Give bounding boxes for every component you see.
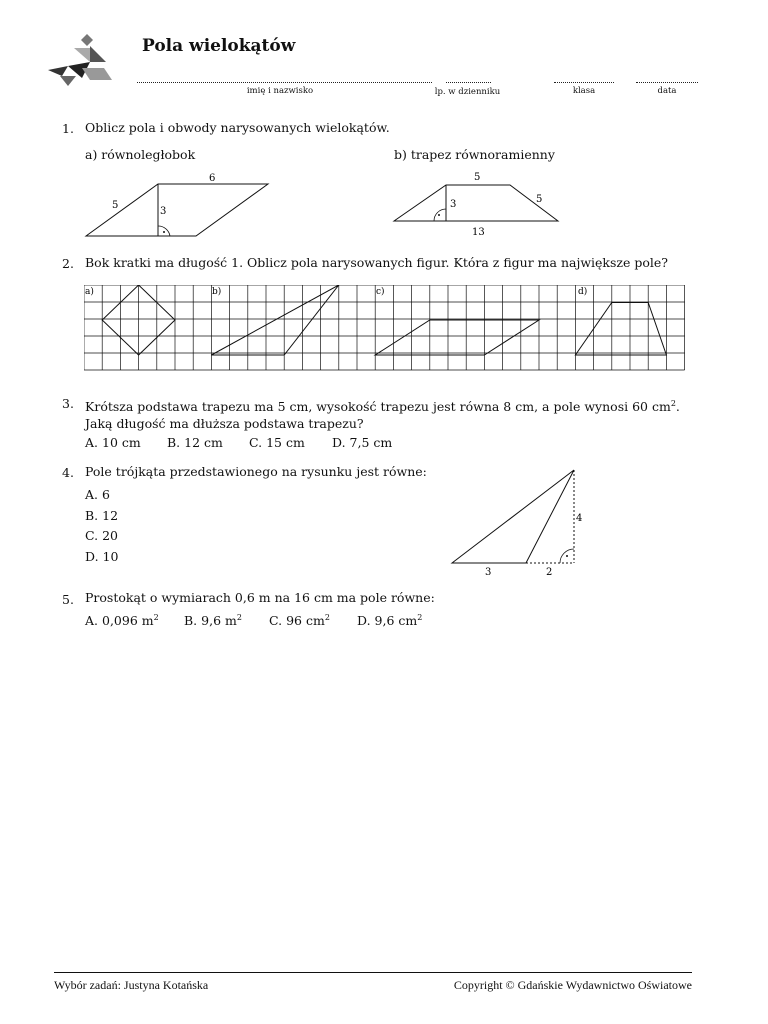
trap-height-label: 3: [450, 199, 457, 210]
option-value: 96 cm: [286, 613, 325, 629]
option-value: 6: [102, 487, 110, 502]
option-value: 0,096 m: [102, 613, 154, 629]
option-letter: B.: [167, 435, 181, 450]
grid-label-b: b): [212, 287, 222, 297]
q5-option-a[interactable]: [85, 613, 159, 628]
triangle-figure: [440, 462, 600, 582]
grid-label-c: c): [376, 287, 385, 297]
option-letter: C.: [249, 435, 263, 450]
q5-option-b[interactable]: [184, 613, 242, 628]
option-value: 12 cm: [184, 435, 223, 450]
option-letter: C.: [269, 613, 283, 629]
trap-top-label: 5: [474, 172, 481, 183]
date-field-line[interactable]: [636, 72, 698, 83]
q4-number: 4.: [62, 465, 74, 480]
page-title: Pola wielokątów: [142, 36, 296, 56]
q3-option-a[interactable]: [85, 435, 141, 450]
option-value: 9,6 m: [201, 613, 237, 629]
triangle-height-label: 4: [576, 513, 583, 524]
option-letter: A.: [85, 613, 99, 629]
option-letter: C.: [85, 528, 99, 543]
q2-number: 2.: [62, 256, 74, 271]
q1-number: 1.: [62, 121, 74, 136]
option-value: 10: [102, 549, 119, 564]
option-letter: A.: [85, 487, 99, 502]
q4-text: Pole trójkąta przedstawionego na rysunku jest równe:: [85, 464, 427, 479]
option-value: 10 cm: [102, 435, 141, 450]
q3-option-d[interactable]: [332, 435, 392, 450]
option-sup: 2: [236, 613, 242, 622]
q3-text-part2: . Jaką długość ma dłuższa podstawa trapezu?: [85, 399, 680, 432]
q1-b-label: b) trapez równoramienny: [394, 147, 555, 162]
q4-option-b[interactable]: [85, 508, 118, 523]
footer-copyright: Copyright © Gdańskie Wydawnictwo Oświatowe: [453, 978, 692, 992]
option-sup: 2: [153, 613, 159, 622]
grid-figures: [84, 285, 690, 371]
q4-option-c[interactable]: [85, 528, 118, 543]
q5-text: Prostokąt o wymiarach 0,6 m na 16 cm ma pole równe:: [85, 590, 435, 605]
option-sup: 2: [324, 613, 330, 622]
para-top-label: 6: [209, 173, 216, 184]
trap-bottom-label: 13: [472, 227, 485, 238]
figure-d-trapezoid: [575, 303, 666, 356]
option-letter: A.: [85, 435, 99, 450]
option-letter: B.: [85, 508, 99, 523]
q4-option-a[interactable]: [85, 487, 110, 502]
name-field-caption: imię i nazwisko: [246, 86, 314, 96]
option-letter: D.: [85, 549, 99, 564]
q2-text: Bok kratki ma długość 1. Oblicz pola narysowanych figur. Która z figur ma największe pole?: [85, 255, 669, 270]
publisher-logo: [46, 32, 114, 88]
grid-label-d: d): [578, 287, 588, 297]
grid-label-a: a): [85, 287, 94, 297]
figure-c-parallelogram: [375, 320, 539, 355]
option-value: 15 cm: [266, 435, 305, 450]
option-value: 12: [102, 508, 119, 523]
q5-number: 5.: [62, 592, 74, 607]
option-value: 20: [102, 528, 118, 543]
class-field-line[interactable]: [554, 72, 614, 83]
parallelogram-figure: [80, 170, 280, 242]
triangle-ext-label: 2: [546, 567, 553, 578]
option-value: 9,6 cm: [374, 613, 418, 629]
q1-text: Oblicz pola i obwody narysowanych wielokątów.: [85, 120, 390, 135]
q3-option-b[interactable]: [167, 435, 223, 450]
q3-text: [85, 395, 695, 432]
q3-text-sup: 2: [670, 399, 676, 408]
q3-option-c[interactable]: [249, 435, 305, 450]
trap-side-label: 5: [536, 194, 543, 205]
triangle-base-label: 3: [485, 567, 492, 578]
number-field-line[interactable]: [446, 72, 491, 83]
option-value: 7,5 cm: [349, 435, 393, 450]
isosceles-trapezoid-figure: [390, 168, 562, 240]
date-field-caption: data: [657, 86, 677, 96]
q3-number: 3.: [62, 396, 74, 411]
class-field-caption: klasa: [572, 86, 596, 96]
footer-author: Wybór zadań: Justyna Kotańska: [54, 978, 209, 992]
name-field-line[interactable]: [137, 72, 432, 83]
q3-text-part1: Krótsza podstawa trapezu ma 5 cm, wysokość trapezu jest równa 8 cm, a pole wynosi 60 cm: [85, 399, 671, 415]
option-letter: B.: [184, 613, 198, 629]
option-letter: D.: [357, 613, 371, 629]
option-letter: D.: [332, 435, 346, 450]
q1-a-label: a) równoległobok: [85, 147, 196, 162]
q5-option-d[interactable]: [357, 613, 422, 628]
para-side-label: 5: [112, 200, 119, 211]
option-sup: 2: [417, 613, 423, 622]
para-height-label: 3: [160, 206, 167, 217]
footer-divider: [54, 972, 692, 973]
figure-b-triangle: [211, 285, 338, 355]
number-field-caption: lp. w dzienniku: [434, 87, 501, 97]
q4-option-d[interactable]: [85, 549, 118, 564]
q5-option-c[interactable]: [269, 613, 330, 628]
